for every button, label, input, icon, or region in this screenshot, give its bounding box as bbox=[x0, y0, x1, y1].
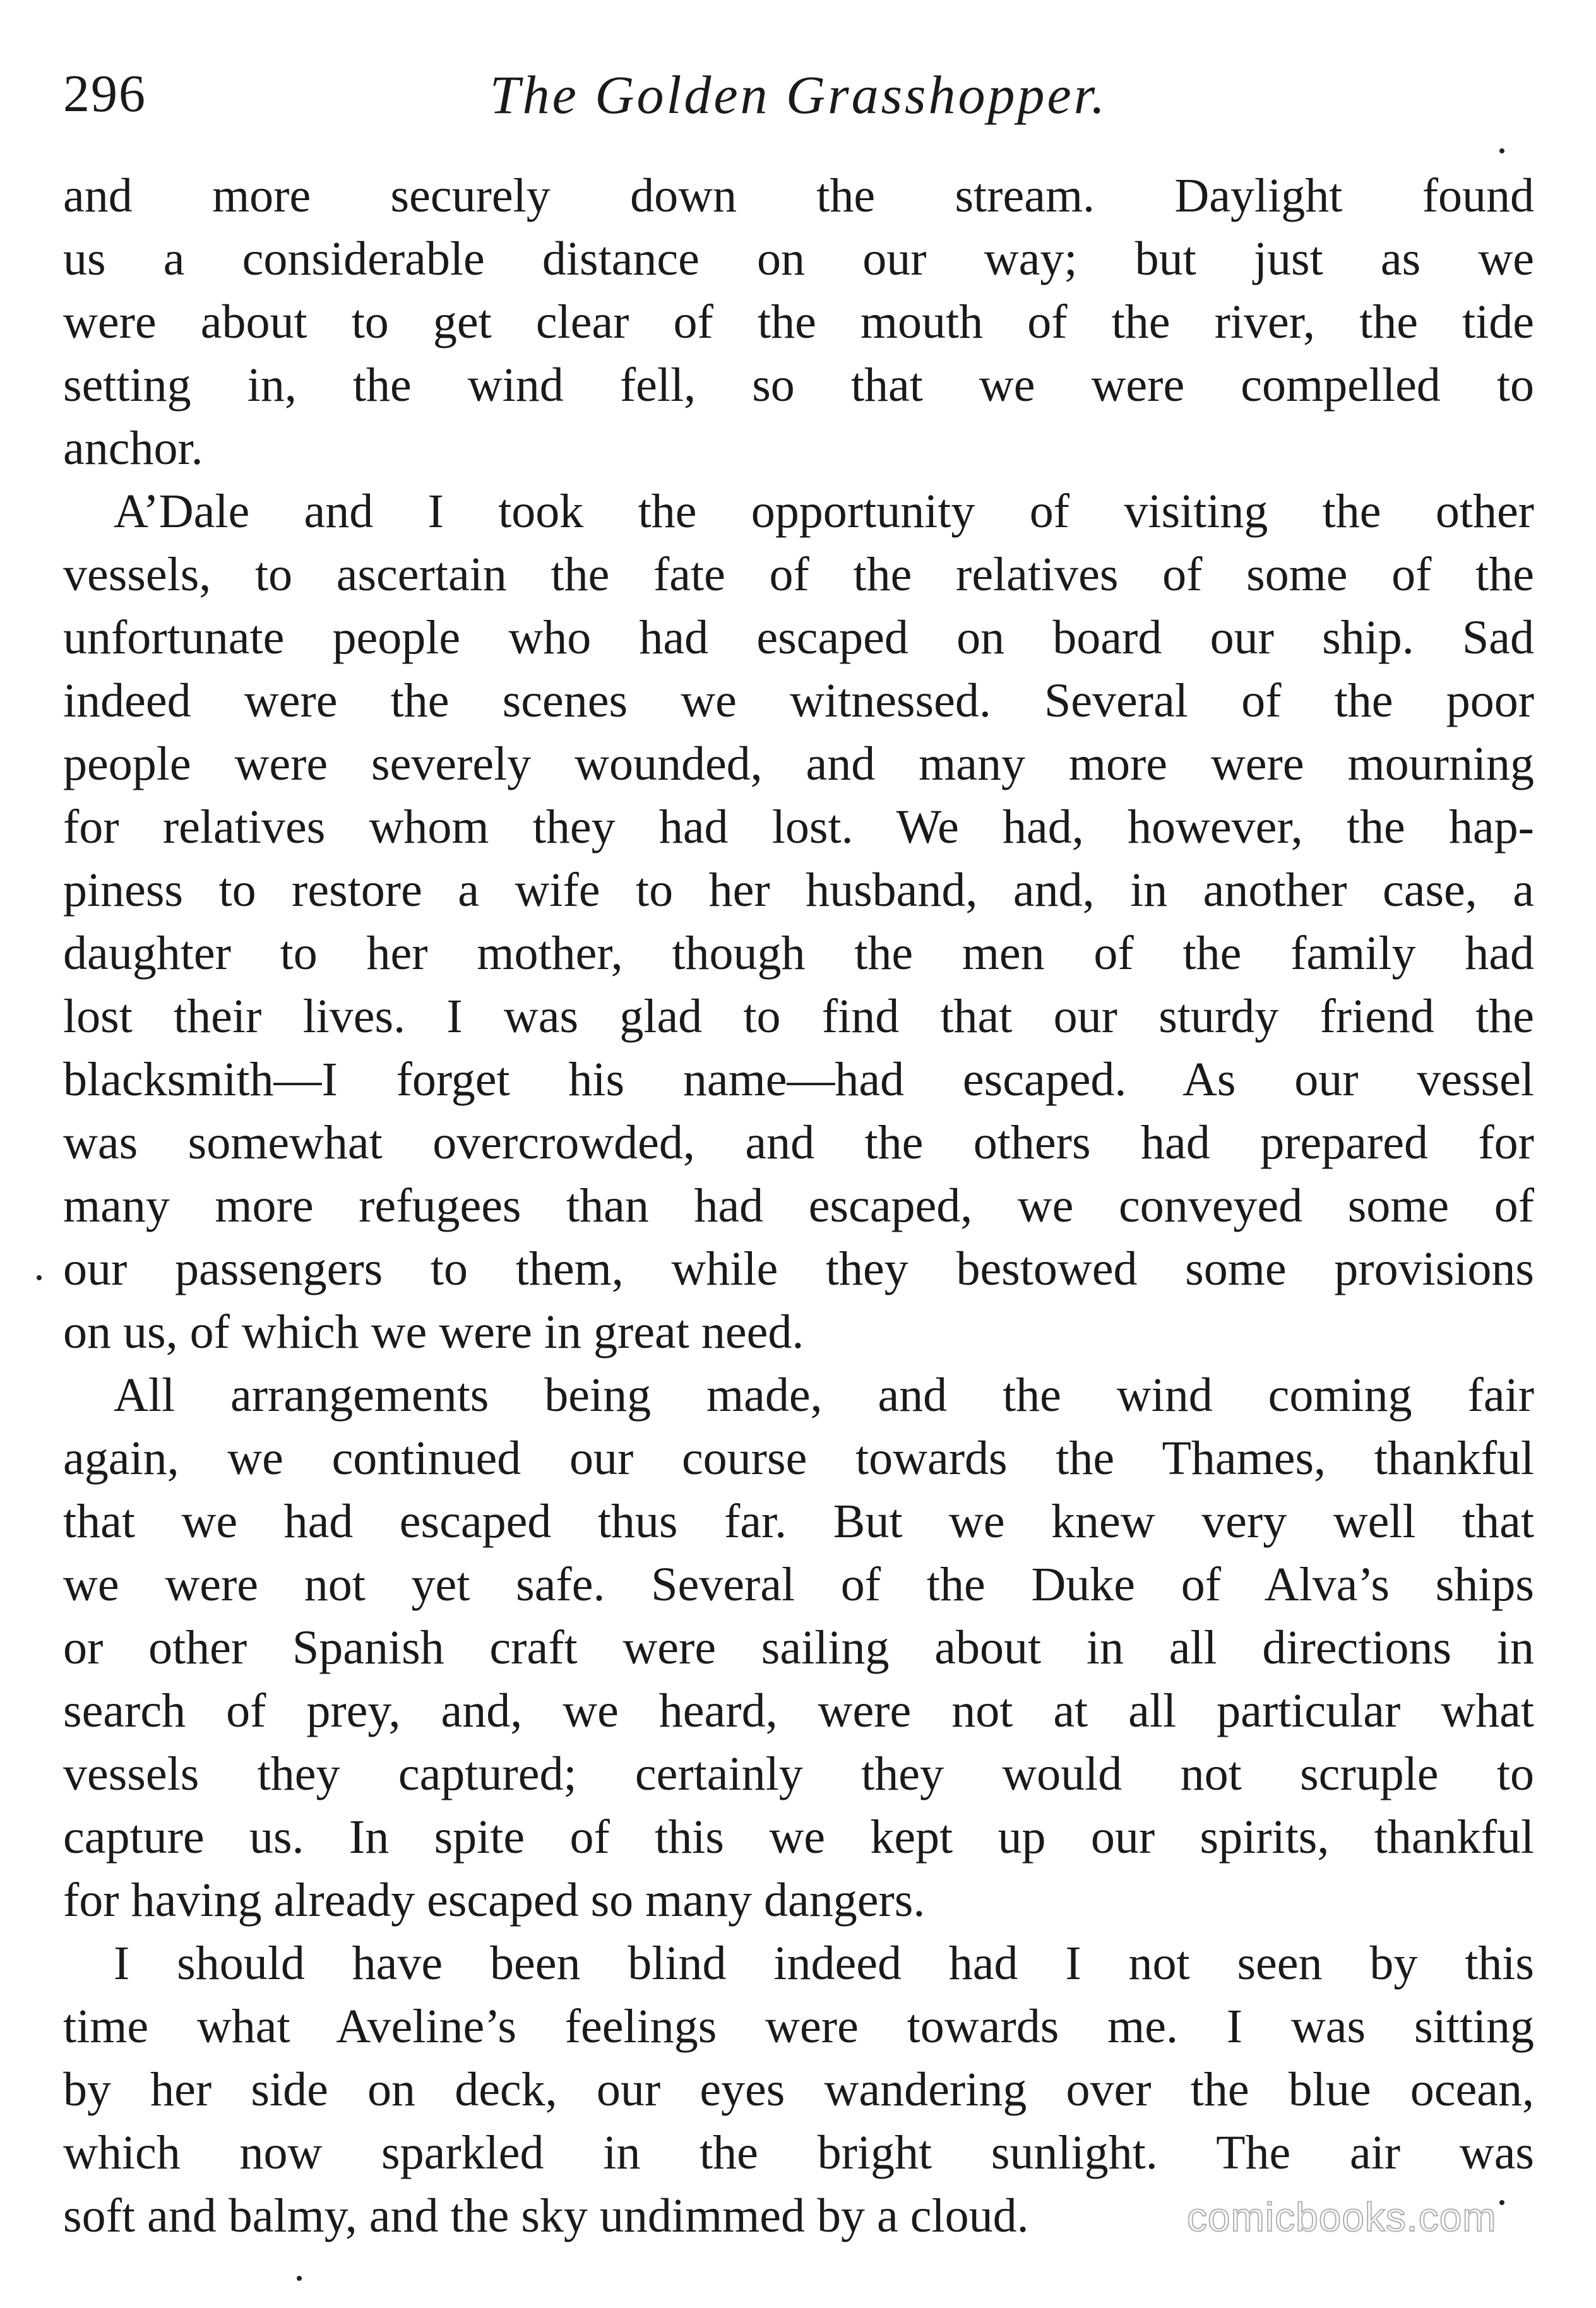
text-line: for relatives whom they had lost. We had, however, the hap- bbox=[63, 800, 1534, 854]
text-line: daughter to her mother, though the men of the family had bbox=[63, 927, 1534, 980]
text-line: setting in, the wind fell, so that we were compelled to bbox=[63, 359, 1534, 412]
text-line: we were not yet safe. Several of the Duke of Alva’s ships bbox=[63, 1558, 1534, 1611]
text-line: vessels, to ascertain the fate of the relatives of some of the bbox=[63, 548, 1534, 601]
text-line: or other Spanish craft were sailing about in all directions in bbox=[63, 1621, 1534, 1674]
text-line: soft and balmy, and the sky undimmed by a cloud. bbox=[63, 2189, 1029, 2242]
text-line: lost their lives. I was glad to find that our sturdy friend the bbox=[63, 990, 1534, 1043]
text-line: time what Aveline’s feelings were towards me. I was sitting bbox=[63, 2000, 1534, 2053]
page-number: 296 bbox=[63, 64, 146, 123]
text-line: on us, of which we were in great need. bbox=[63, 1306, 804, 1359]
text-line: All arrangements being made, and the wind coming fair bbox=[114, 1369, 1534, 1422]
text-line: was somewhat overcrowded, and the others had prepared for bbox=[63, 1116, 1534, 1169]
text-line: us a considerable distance on our way; but just as we bbox=[63, 232, 1534, 285]
text-line: for having already escaped so many dangers. bbox=[63, 1874, 926, 1927]
text-line: many more refugees than had escaped, we conveyed some of bbox=[63, 1179, 1534, 1232]
text-line: unfortunate people who had escaped on board our ship. Sad bbox=[63, 611, 1534, 664]
ink-speck bbox=[1499, 2200, 1504, 2205]
text-line: by her side on deck, our eyes wandering over the blue ocean, bbox=[63, 2063, 1534, 2116]
text-line: were about to get clear of the mouth of the river, the tide bbox=[63, 295, 1534, 348]
text-line: search of prey, and, we heard, were not at all particular what bbox=[63, 1684, 1534, 1737]
text-line: and more securely down the stream. Daylight found bbox=[63, 169, 1534, 222]
text-line: that we had escaped thus far. But we knew very well that bbox=[63, 1495, 1534, 1548]
text-line: again, we continued our course towards the Thames, thankful bbox=[63, 1432, 1534, 1485]
ink-speck bbox=[37, 1275, 42, 1280]
watermark: comicbooks.com bbox=[1187, 2194, 1497, 2240]
text-line: piness to restore a wife to her husband, and, in another case, a bbox=[63, 864, 1534, 917]
page-header bbox=[63, 63, 1534, 133]
text-line: people were severely wounded, and many more were mourning bbox=[63, 737, 1534, 790]
text-line: I should have been blind indeed had I not seen by this bbox=[114, 1937, 1534, 1990]
text-line: our passengers to them, while they bestowed some provisions bbox=[63, 1242, 1534, 1295]
body-text bbox=[63, 164, 1534, 2247]
text-line: anchor. bbox=[63, 422, 203, 475]
text-line: blacksmith—I forget his name—had escaped. As our vessel bbox=[63, 1053, 1534, 1106]
ink-speck bbox=[1499, 148, 1504, 153]
text-line: which now sparkled in the bright sunlight. The air was bbox=[63, 2126, 1534, 2179]
running-title: The Golden Grasshopper. bbox=[489, 64, 1108, 125]
text-line: vessels they captured; certainly they would not scruple to bbox=[63, 1747, 1534, 1800]
text-line: capture us. In spite of this we kept up our spirits, thankful bbox=[63, 1811, 1534, 1864]
ink-speck bbox=[297, 2276, 302, 2281]
text-line: indeed were the scenes we witnessed. Several of the poor bbox=[63, 674, 1534, 727]
text-line: A’Dale and I took the opportunity of visiting the other bbox=[114, 485, 1534, 538]
